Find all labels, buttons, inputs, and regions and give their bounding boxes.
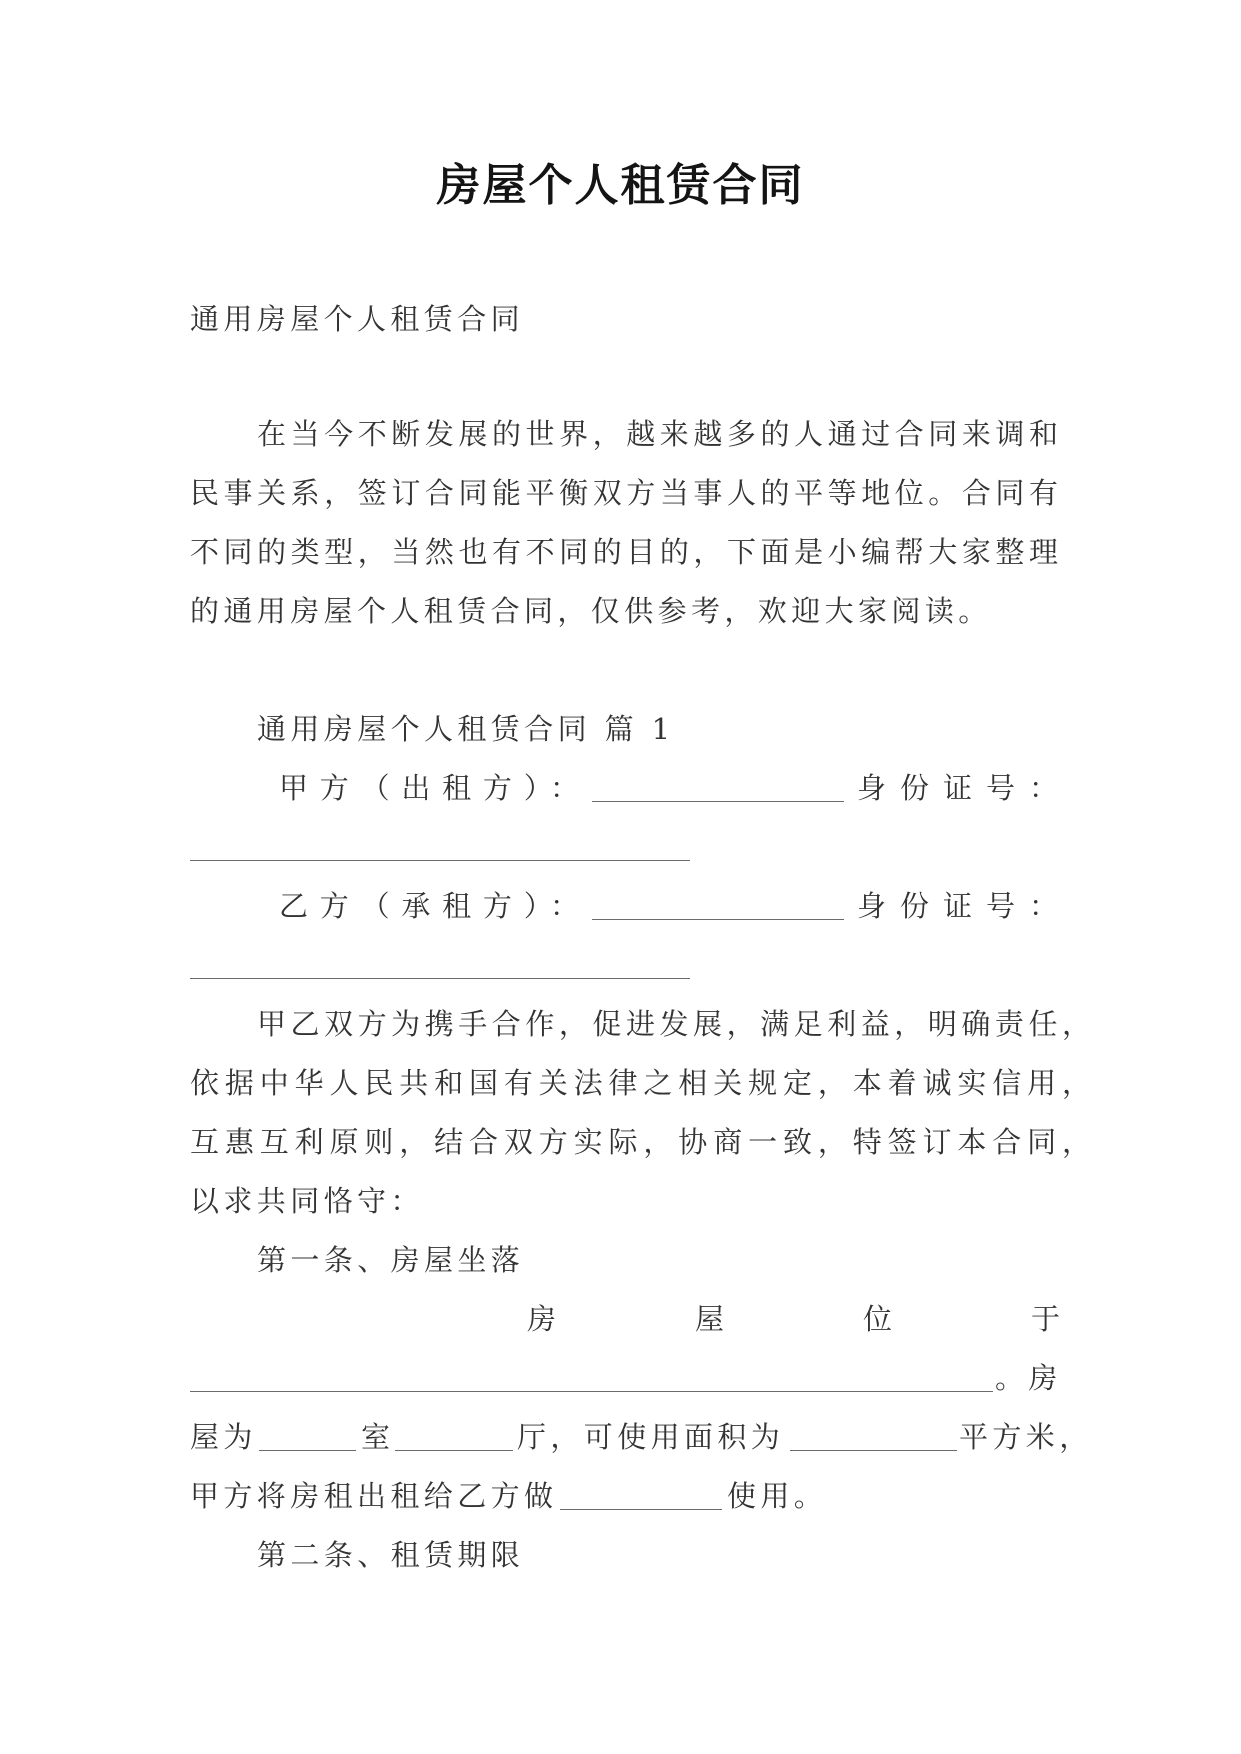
purpose-suffix: 使用。 (727, 1479, 828, 1513)
hall-area-label: 厅，可使用面积为 (517, 1420, 785, 1454)
party-b-id-blank (190, 978, 690, 979)
preamble-line: 依据中华人民共和国有关法律之相关规定，本着诚实信用， (190, 1066, 1091, 1100)
party-a-id-blank (190, 860, 690, 861)
party-a-id-label: 身份证号： (857, 771, 1058, 805)
preamble-line: 互惠互利原则，结合双方实际，协商一致，特签订本合同， (190, 1125, 1091, 1159)
room-count-blank (259, 1450, 356, 1451)
purpose-prefix: 甲方将房租出租给乙方做 (190, 1479, 558, 1513)
room-unit: 室 (361, 1420, 395, 1454)
hall-count-blank (395, 1450, 513, 1451)
article-2-heading: 第二条、租赁期限 (257, 1538, 525, 1572)
party-b-id-label: 身份证号： (857, 889, 1058, 923)
intro-line: 在当今不断发展的世界，越来越多的人通过合同来调和 (257, 417, 1058, 451)
party-a-name-blank (592, 801, 844, 802)
intro-line: 的通用房屋个人租赁合同，仅供参考，欢迎大家阅读。 (190, 594, 992, 628)
party-a-label: 甲方（出租方）： (279, 771, 579, 805)
location-label: 房屋位于 (527, 1302, 1060, 1336)
intro-line: 民事关系，签订合同能平衡双方当事人的平等地位。合同有 (190, 476, 1058, 510)
preamble-line: 以求共同恪守： (190, 1184, 424, 1218)
location-blank (190, 1391, 993, 1392)
area-blank (790, 1450, 957, 1451)
area-unit: 平方米， (959, 1420, 1093, 1454)
location-end-text: 。房 (995, 1361, 1062, 1395)
document-subtitle: 通用房屋个人租赁合同 (190, 302, 525, 336)
party-b-label: 乙方（承租方）： (279, 889, 579, 923)
party-b-name-blank (592, 919, 844, 920)
purpose-blank (560, 1509, 722, 1510)
preamble-line: 甲乙双方为携手合作，促进发展，满足利益，明确责任， (257, 1007, 1091, 1041)
article-1-heading: 第一条、房屋坐落 (257, 1243, 525, 1277)
layout-prefix: 屋为 (190, 1420, 257, 1454)
section-heading: 通用房屋个人租赁合同 篇 1 (257, 712, 675, 746)
intro-line: 不同的类型，当然也有不同的目的，下面是小编帮大家整理 (190, 535, 1058, 569)
document-title: 房屋个人租赁合同 (436, 160, 805, 211)
